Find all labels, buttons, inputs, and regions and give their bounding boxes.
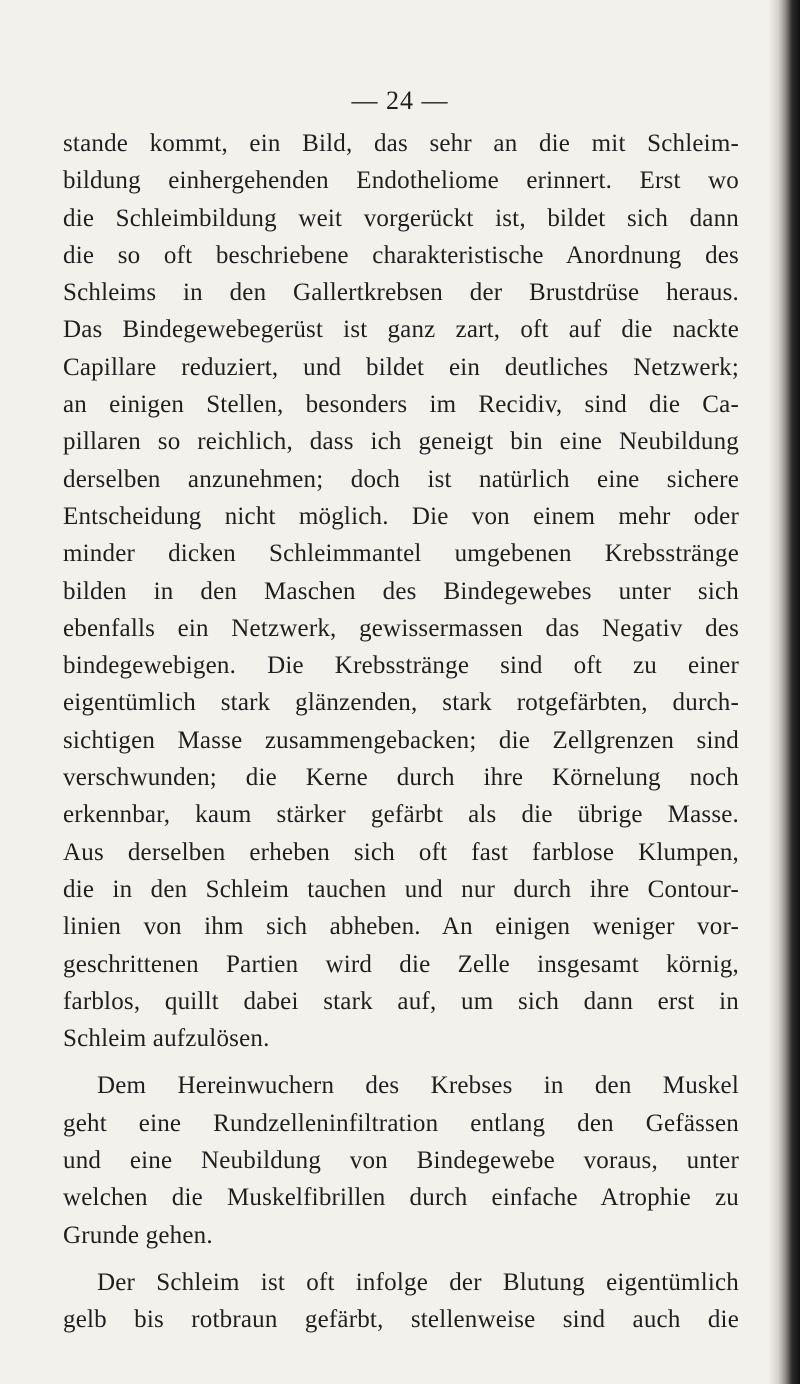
text-line: geschrittenen Partien wird die Zelle insgesamt körnig, [63,950,739,978]
text-line: gelb bis rotbraun gefärbt, stellenweise sind auch die [63,1306,739,1334]
text-line: pillaren so reichlich, dass ich geneigt bin eine Neubildung [63,428,739,456]
text-line: bildung einhergehenden Endotheliome erinnert. Erst wo [63,167,739,195]
text-line: Schleim aufzulösen. [63,1025,270,1053]
text-line: Das Bindegewebegerüst ist ganz zart, oft auf die nackte [63,316,739,344]
paragraph [63,125,739,1057]
book-binding-edge [778,0,800,1384]
text-line: linien von ihm sich abheben. An einigen weniger vor- [63,913,739,941]
text-line: die in den Schleim tauchen und nur durch ihre Contour- [63,875,739,903]
paragraph [63,1067,739,1253]
text-line: Entscheidung nicht möglich. Die von einem mehr oder [63,502,739,530]
paragraph [63,1264,739,1339]
binding-shadow [768,0,778,1384]
text-line: sichtigen Masse zusammengebacken; die Zellgrenzen sind [63,726,739,754]
text-line: Dem Hereinwuchern des Krebses in den Muskel [97,1072,739,1100]
text-line: die Schleimbildung weit vorgerückt ist, bildet sich dann [63,204,739,232]
text-line: Capillare reduziert, und bildet ein deutliches Netzwerk; [63,353,739,381]
text-line: an einigen Stellen, besonders im Recidiv, sind die Ca- [63,391,739,419]
text-line: Der Schleim ist oft infolge der Blutung eigentümlich [97,1268,739,1296]
text-line: Grunde gehen. [63,1221,213,1249]
text-line: farblos, quillt dabei stark auf, um sich dann erst in [63,987,739,1015]
page-number: — 24 — [351,86,449,115]
text-line: erkennbar, kaum stärker gefärbt als die übrige Masse. [63,801,739,829]
text-line: geht eine Rundzelleninfiltration entlang den Gefässen [63,1109,739,1137]
text-line: eigentümlich stark glänzenden, stark rotgefärbten, durch- [63,689,739,717]
body-text [63,125,739,1339]
text-line: minder dicken Schleimmantel umgebenen Krebsstränge [63,540,739,568]
text-line: ebenfalls ein Netzwerk, gewissermassen das Negativ des [63,614,739,642]
text-line: bilden in den Maschen des Bindegewebes unter sich [63,577,739,605]
text-line: und eine Neubildung von Bindegewebe voraus, unter [63,1147,739,1175]
text-line: Aus derselben erheben sich oft fast farblose Klumpen, [63,838,739,866]
text-line: die so oft beschriebene charakteristische Anordnung des [63,241,739,269]
text-line: stande kommt, ein Bild, das sehr an die mit Schleim- [63,130,739,157]
text-line: verschwunden; die Kerne durch ihre Körnelung noch [63,764,739,792]
text-line: derselben anzunehmen; doch ist natürlich eine sichere [63,465,739,493]
text-line: Schleims in den Gallertkrebsen der Brustdrüse heraus. [63,279,739,307]
text-line: bindegewebigen. Die Krebsstränge sind oft zu einer [63,652,739,680]
text-line: welchen die Muskelfibrillen durch einfache Atrophie zu [63,1184,739,1212]
